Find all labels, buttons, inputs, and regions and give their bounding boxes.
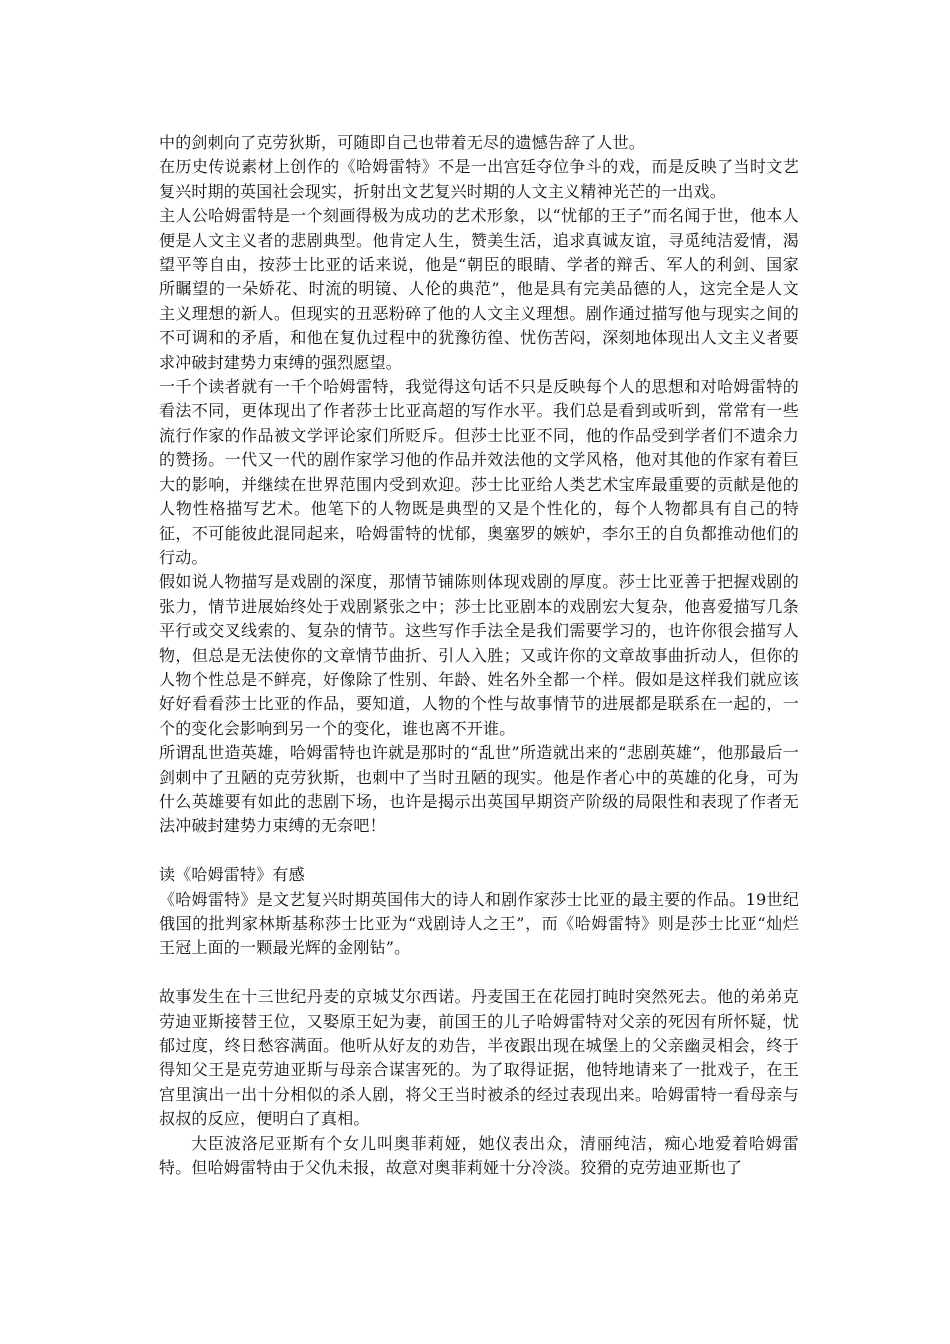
paragraph: 故事发生在十三世纪丹麦的京城艾尔西诺。丹麦国王在花园打盹时突然死去。他的弟弟克劳迪亚斯接替王位，又娶原王妃为妻，前国王的儿子哈姆雷特对父亲的死因有所怀疑，忧郁过度，终日愁容满面。他听从好友的劝告，半夜跟出现在城堡上的父亲幽灵相会，终于得知父王是克劳迪亚斯与母亲合谋害死的。为了取得证据，他特地请来了一批戏子，在王宫里演出一出十分相似的杀人剧，将父王当时被杀的经过表现出来。哈姆雷特一看母亲与叔叔的反应，便明白了真相。	[159, 987, 799, 1129]
paragraph: 一千个读者就有一千个哈姆雷特，我觉得这句话不只是反映每个人的思想和对哈姆雷特的看法不同，更体现出了作者莎士比亚高超的写作水平。我们总是看到或听到，常常有一些流行作家的作品被文学评论家们所贬斥。但莎士比亚不同，他的作品受到学者们不遗余力的赞扬。一代又一代的剧作家学习他的作品并效法他的文学风格，他对其他的作家有着巨大的影响，并继续在世界范围内受到欢迎。莎士比亚给人类艺术宝库最重要的贡献是他的人物性格描写艺术。他笔下的人物既是典型的又是个性化的，每个人物都具有自己的特征，不可能彼此混同起来，哈姆雷特的忧郁，奥塞罗的嫉妒，李尔王的自负都推动他们的行动。	[159, 377, 799, 567]
paragraph: 大臣波洛尼亚斯有个女儿叫奥菲莉娅，她仪表出众，清丽纯洁，痴心地爱着哈姆雷特。但哈姆雷特由于父仇未报，故意对奥菲莉娅十分冷淡。狡猾的克劳迪亚斯也了	[159, 1133, 799, 1178]
paragraph: 所谓乱世造英雄，哈姆雷特也许就是那时的“乱世”所造就出来的“悲剧英雄”，他那最后一剑刺中了丑陋的克劳狄斯，也刺中了当时丑陋的现实。他是作者心中的英雄的化身，可为什么英雄要有如此的悲剧下场，也许是揭示出英国早期资产阶级的局限性和表现了作者无法冲破封建势力束缚的无奈吧！	[159, 743, 799, 836]
paragraph: 中的剑刺向了克劳狄斯，可随即自己也带着无尽的遗憾告辞了人世。	[159, 133, 646, 152]
blank-line	[159, 961, 799, 985]
blank-line	[159, 839, 799, 863]
document-body	[159, 131, 799, 1180]
paragraph: 《哈姆雷特》是文艺复兴时期英国伟大的诗人和剧作家莎士比亚的最主要的作品。19世纪俄国的批判家林斯基称莎士比亚为“戏剧诗人之王”，而《哈姆雷特》则是莎士比亚“灿烂王冠上面的一颗最光辉的金刚钻”。	[159, 889, 799, 958]
section-heading: 读《哈姆雷特》有感	[159, 865, 305, 885]
paragraph: 假如说人物描写是戏剧的深度，那情节铺陈则体现戏剧的厚度。莎士比亚善于把握戏剧的张力，情节进展始终处于戏剧紧张之中；莎士比亚剧本的戏剧宏大复杂，他喜爱描写几条平行或交叉线索的、复杂的情节。这些写作手法全是我们需要学习的，也许你很会描写人物，但总是无法使你的文章情节曲折、引人入胜；又或许你的文章故事曲折动人，但你的人物个性总是不鲜亮，好像除了性别、年龄、姓名外全都一个样。假如是这样我们就应该好好看看莎士比亚的作品，要知道，人物的个性与故事情节的进展都是联系在一起的，一个的变化会影响到另一个的变化，谁也离不开谁。	[159, 572, 799, 738]
paragraph: 主人公哈姆雷特是一个刻画得极为成功的艺术形象，以“忧郁的王子”而名闻于世，他本人便是人文主义者的悲剧典型。他肯定人生，赞美生活，追求真诚友谊，寻觅纯洁爱情，渴望平等自由，按莎士比亚的话来说，他是“朝臣的眼睛、学者的辩舌、军人的利剑、国家所瞩望的一朵娇花、时流的明镜、人伦的典范”，他是具有完美品德的人，这完全是人文主义理想的新人。但现实的丑恶粉碎了他的人文主义理想。剧作通过描写他与现实之间的不可调和的矛盾，和他在复仇过程中的犹豫彷徨、忧伤苦闷，深刻地体现出人文主义者要求冲破封建势力束缚的强烈愿望。	[159, 206, 799, 372]
paragraph: 在历史传说素材上创作的《哈姆雷特》不是一出宫廷夺位争斗的戏，而是反映了当时文艺复兴时期的英国社会现实，折射出文艺复兴时期的人文主义精神光芒的一出戏。	[159, 157, 799, 201]
